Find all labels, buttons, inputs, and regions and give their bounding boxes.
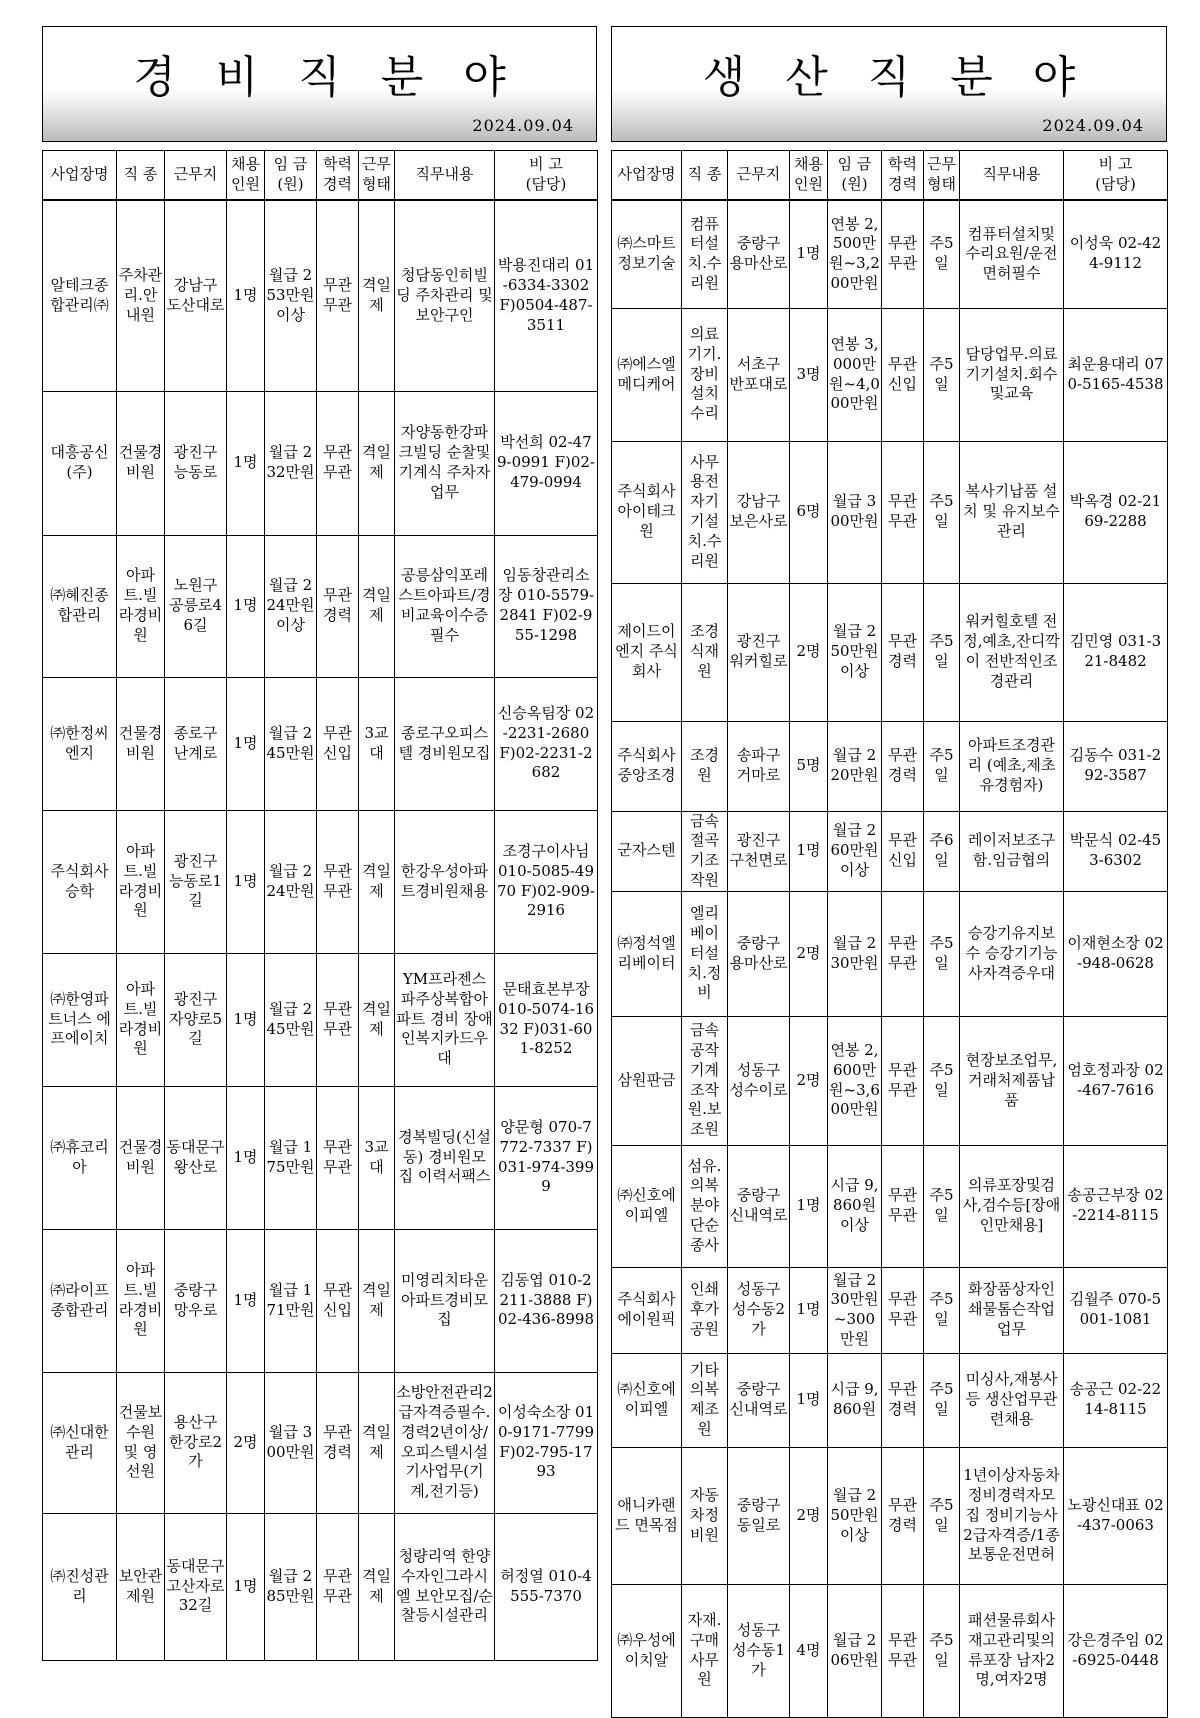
- work-location: 중랑구 신내역로: [728, 1145, 790, 1267]
- education-experience: 무관 경력: [882, 721, 924, 811]
- table-row: [612, 891, 1168, 1016]
- company-name: 주식회사 승학: [43, 810, 117, 953]
- job-type: 아파트.빌라경비원: [117, 535, 165, 677]
- hire-count: 3명: [790, 308, 828, 441]
- company-name: 대흥공신(주): [43, 391, 117, 535]
- company-name: ㈜혜진종합관리: [43, 535, 117, 677]
- hire-count: 1명: [790, 1267, 828, 1353]
- table-row: [43, 1513, 598, 1660]
- table-row: [612, 1016, 1168, 1145]
- wage: 연봉 2,600만원~3,600만원: [828, 1016, 882, 1145]
- work-shift: 주5일: [924, 200, 960, 308]
- job-description: 레이저보조구함.임금협의: [960, 811, 1064, 891]
- job-description: 담당업무.의료기기설치.회수및교육: [960, 308, 1064, 441]
- wage: 월급 253만원이상: [265, 200, 317, 391]
- work-location: 송파구 거마로: [728, 721, 790, 811]
- hire-count: 4명: [790, 1584, 828, 1717]
- hire-count: 1명: [227, 391, 265, 535]
- company-name: ㈜휴코리아: [43, 1086, 117, 1229]
- contact-remarks: 박용진대리 01-6334-3302 F)0504-487-3511: [495, 200, 598, 391]
- table-row: [43, 1086, 598, 1229]
- job-description: 화장품상자인쇄물톰슨작업업무: [960, 1267, 1064, 1353]
- section-header: [611, 26, 1167, 142]
- job-description: 아파트조경관리 (예초,제초유경험자): [960, 721, 1064, 811]
- job-type: 건물경비원: [117, 1086, 165, 1229]
- job-type: 건물경비원: [117, 391, 165, 535]
- table-row: [43, 1372, 598, 1513]
- hire-count: 1명: [227, 953, 265, 1086]
- work-location: 성동구 성수동1가: [728, 1584, 790, 1717]
- company-name: ㈜신호에이피엘: [612, 1353, 682, 1447]
- company-name: 군자스텐: [612, 811, 682, 891]
- hire-count: 1명: [790, 200, 828, 308]
- education-experience: 무관 무관: [317, 200, 359, 391]
- work-location: 중랑구 용마산로: [728, 200, 790, 308]
- education-experience: 무관 무관: [882, 1145, 924, 1267]
- contact-remarks: 김민영 031-321-8482: [1064, 583, 1168, 721]
- job-description: 패션물류회사 재고관리및의류포장 남자2명,여자2명: [960, 1584, 1064, 1717]
- education-experience: 무관 경력: [882, 583, 924, 721]
- contact-remarks: 노광신대표 02-437-0063: [1064, 1447, 1168, 1584]
- wage: 월급 230만원: [828, 891, 882, 1016]
- column-header-contact-remarks: 비 고 (담당): [495, 151, 598, 201]
- wage: 연봉 3,000만원~4,000만원: [828, 308, 882, 441]
- job-description: 종로구오피스텔 경비원모집: [395, 677, 495, 810]
- work-location: 용산구 한강로2가: [165, 1372, 227, 1513]
- job-type: 자재.구매사무원: [682, 1584, 728, 1717]
- header-row: [43, 151, 598, 201]
- education-experience: 무관 무관: [882, 891, 924, 1016]
- table-row: [43, 810, 598, 953]
- education-experience: 무관 경력: [882, 1353, 924, 1447]
- job-type: 금속절곡기조작원: [682, 811, 728, 891]
- work-shift: 주5일: [924, 1267, 960, 1353]
- education-experience: 무관 신입: [317, 677, 359, 810]
- section-header: [42, 26, 597, 142]
- job-description: 소방안전관리2급자격증필수.경력2년이상/오피스텔시설기사업무(기계,전기등): [395, 1372, 495, 1513]
- work-location: 강남구 도산대로: [165, 200, 227, 391]
- job-table: [611, 150, 1168, 1718]
- wage: 월급 232만원: [265, 391, 317, 535]
- contact-remarks: 김동수 031-292-3587: [1064, 721, 1168, 811]
- company-name: ㈜에스엘메디케어: [612, 308, 682, 441]
- column-header-hire-count: 채용 인원: [790, 151, 828, 201]
- job-description: 한강우성아파트경비원채용: [395, 810, 495, 953]
- education-experience: 무관 경력: [317, 1372, 359, 1513]
- job-type: 의료기기.장비설치수리: [682, 308, 728, 441]
- table-row: [612, 1584, 1168, 1717]
- contact-remarks: 엄호정과장 02-467-7616: [1064, 1016, 1168, 1145]
- work-shift: 격일제: [359, 953, 395, 1086]
- job-type: 조경원: [682, 721, 728, 811]
- column-header-company-name: 사업장명: [612, 151, 682, 201]
- work-shift: 주5일: [924, 1584, 960, 1717]
- job-description: 미싱사,재봉사등 생산업무관련채용: [960, 1353, 1064, 1447]
- table-row: [612, 200, 1168, 308]
- job-description: YM프라젠스파주상복합아파트 경비 장애인복지카드우대: [395, 953, 495, 1086]
- contact-remarks: 이재현소장 02-948-0628: [1064, 891, 1168, 1016]
- section-title: 경비직분야: [133, 52, 546, 103]
- job-type: 보안관제원: [117, 1513, 165, 1660]
- company-name: ㈜우성에이치알: [612, 1584, 682, 1717]
- job-description: 현장보조업무,거래처제품납품: [960, 1016, 1064, 1145]
- column-header-work-shift: 근무 형태: [359, 151, 395, 201]
- table-row: [43, 535, 598, 677]
- education-experience: 무관 무관: [317, 810, 359, 953]
- company-name: ㈜진성관리: [43, 1513, 117, 1660]
- wage: 월급 285만원: [265, 1513, 317, 1660]
- hire-count: 5명: [790, 721, 828, 811]
- table-row: [612, 811, 1168, 891]
- hire-count: 1명: [227, 200, 265, 391]
- job-description: 자양동한강파크빌딩 순찰및기계식 주차자업무: [395, 391, 495, 535]
- section-date: 2024.09.04: [1042, 116, 1144, 135]
- work-location: 동대문구 왕산로: [165, 1086, 227, 1229]
- job-description: 승강기유지보수 승강기기능사자격증우대: [960, 891, 1064, 1016]
- contact-remarks: 허정열 010-4555-7370: [495, 1513, 598, 1660]
- contact-remarks: 박문식 02-453-6302: [1064, 811, 1168, 891]
- table-row: [612, 583, 1168, 721]
- company-name: ㈜한영파트너스 에프에이치: [43, 953, 117, 1086]
- contact-remarks: 박옥경 02-2169-2288: [1064, 441, 1168, 583]
- work-shift: 격일제: [359, 810, 395, 953]
- table-row: [612, 308, 1168, 441]
- table-row: [43, 391, 598, 535]
- company-name: 주식회사 중앙조경: [612, 721, 682, 811]
- work-location: 광진구 자양로5길: [165, 953, 227, 1086]
- contact-remarks: 송공근부장 02-2214-8115: [1064, 1145, 1168, 1267]
- column-header-work-shift: 근무 형태: [924, 151, 960, 201]
- education-experience: 무관 경력: [882, 1447, 924, 1584]
- work-location: 광진구 능동로1길: [165, 810, 227, 953]
- work-shift: 주5일: [924, 583, 960, 721]
- contact-remarks: 이성욱 02-424-9112: [1064, 200, 1168, 308]
- job-description: 의류포장및검사,검수등[장애인만채용]: [960, 1145, 1064, 1267]
- job-type: 건물경비원: [117, 677, 165, 810]
- work-location: 광진구 구천면로: [728, 811, 790, 891]
- job-type: 사무용전자기기설치.수리원: [682, 441, 728, 583]
- work-shift: 격일제: [359, 1372, 395, 1513]
- work-location: 중랑구 용마산로: [728, 891, 790, 1016]
- job-type: 아파트.빌라경비원: [117, 810, 165, 953]
- hire-count: 1명: [227, 677, 265, 810]
- section-title: 생산직분야: [702, 52, 1116, 103]
- contact-remarks: 김월주 070-5001-1081: [1064, 1267, 1168, 1353]
- education-experience: 무관 무관: [317, 953, 359, 1086]
- job-type: 엘리베이터설치.정비: [682, 891, 728, 1016]
- contact-remarks: 양문형 070-7772-7337 F)031-974-3999: [495, 1086, 598, 1229]
- hire-count: 1명: [790, 811, 828, 891]
- production-section: [611, 26, 1167, 1689]
- education-experience: 무관 무관: [317, 391, 359, 535]
- work-shift: 격일제: [359, 391, 395, 535]
- column-header-job-type: 직 종: [682, 151, 728, 201]
- job-description: 컴퓨터설치및수리요원/운전면허필수: [960, 200, 1064, 308]
- education-experience: 무관 무관: [882, 441, 924, 583]
- hire-count: 2명: [790, 1447, 828, 1584]
- work-shift: 주5일: [924, 1145, 960, 1267]
- guard-section: [42, 26, 597, 1625]
- work-shift: 격일제: [359, 200, 395, 391]
- company-name: ㈜스마트정보기술: [612, 200, 682, 308]
- work-location: 서초구 반포대로: [728, 308, 790, 441]
- wage: 월급 250만원이상: [828, 583, 882, 721]
- job-description: 경복빌딩(신설동) 경비원모집 이력서팩스: [395, 1086, 495, 1229]
- job-type: 아파트.빌라경비원: [117, 953, 165, 1086]
- wage: 월급 300만원: [265, 1372, 317, 1513]
- hire-count: 2명: [790, 583, 828, 721]
- education-experience: 무관 무관: [882, 1584, 924, 1717]
- column-header-work-location: 근무지: [165, 151, 227, 201]
- work-shift: 격일제: [359, 535, 395, 677]
- education-experience: 무관 신입: [882, 811, 924, 891]
- work-location: 성동구 성수이로: [728, 1016, 790, 1145]
- education-experience: 무관 신입: [882, 308, 924, 441]
- company-name: 제이드이엔지 주식회사: [612, 583, 682, 721]
- table-row: [612, 1353, 1168, 1447]
- work-location: 중랑구 신내역로: [728, 1353, 790, 1447]
- contact-remarks: 최운용대리 070-5165-4538: [1064, 308, 1168, 441]
- company-name: 삼원판금: [612, 1016, 682, 1145]
- contact-remarks: 임동창관리소장 010-5579-2841 F)02-955-1298: [495, 535, 598, 677]
- work-location: 광진구 능동로: [165, 391, 227, 535]
- section-date: 2024.09.04: [472, 116, 574, 135]
- column-header-contact-remarks: 비 고 (담당): [1064, 151, 1168, 201]
- work-location: 강남구 보은사로: [728, 441, 790, 583]
- company-name: 주식회사 아이테크원: [612, 441, 682, 583]
- job-description: 1년이상자동차정비경력자모집 정비기능사2급자격증/1종보통운전면허: [960, 1447, 1064, 1584]
- wage: 월급 245만원: [265, 677, 317, 810]
- wage: 연봉 2,500만원~3,200만원: [828, 200, 882, 308]
- work-shift: 주5일: [924, 308, 960, 441]
- education-experience: 무관 무관: [882, 1267, 924, 1353]
- work-location: 노원구 공릉로46길: [165, 535, 227, 677]
- hire-count: 6명: [790, 441, 828, 583]
- wage: 월급 300만원: [828, 441, 882, 583]
- table-row: [612, 1145, 1168, 1267]
- work-shift: 주5일: [924, 721, 960, 811]
- job-description: 미영리치타운아파트경비모집: [395, 1229, 495, 1372]
- education-experience: 무관 경력: [317, 535, 359, 677]
- company-name: ㈜한정씨엔지: [43, 677, 117, 810]
- table-row: [43, 953, 598, 1086]
- contact-remarks: 박선희 02-479-0991 F)02-479-0994: [495, 391, 598, 535]
- company-name: ㈜라이프종합관리: [43, 1229, 117, 1372]
- job-description: 복사기납품 설치 및 유지보수관리: [960, 441, 1064, 583]
- work-shift: 주5일: [924, 1016, 960, 1145]
- wage: 월급 245만원: [265, 953, 317, 1086]
- work-location: 중랑구 망우로: [165, 1229, 227, 1372]
- wage: 월급 224만원이상: [265, 535, 317, 677]
- table-row: [612, 1447, 1168, 1584]
- column-header-wage: 임 금 (원): [265, 151, 317, 201]
- table-row: [612, 721, 1168, 811]
- wage: 월급 250만원이상: [828, 1447, 882, 1584]
- column-header-hire-count: 채용 인원: [227, 151, 265, 201]
- column-header-education-experience: 학력 경력: [317, 151, 359, 201]
- company-name: 알테크종합관리㈜: [43, 200, 117, 391]
- table-row: [43, 200, 598, 391]
- job-description: 청량리역 한양수자인그라시엘 보안모집/순찰등시설관리: [395, 1513, 495, 1660]
- work-shift: 3교대: [359, 1086, 395, 1229]
- work-shift: 주5일: [924, 891, 960, 1016]
- job-type: 조경식재원: [682, 583, 728, 721]
- hire-count: 1명: [790, 1353, 828, 1447]
- column-header-job-description: 직무내용: [395, 151, 495, 201]
- column-header-job-type: 직 종: [117, 151, 165, 201]
- contact-remarks: 문태효본부장 010-5074-1632 F)031-601-8252: [495, 953, 598, 1086]
- hire-count: 1명: [227, 535, 265, 677]
- wage: 월급 206만원: [828, 1584, 882, 1717]
- job-type: 아파트.빌라경비원: [117, 1229, 165, 1372]
- column-header-company-name: 사업장명: [43, 151, 117, 201]
- company-name: 주식회사 에이원픽: [612, 1267, 682, 1353]
- company-name: ㈜정석엘리베이터: [612, 891, 682, 1016]
- job-description: 청담동인히빌딩 주차관리 및 보안구인: [395, 200, 495, 391]
- work-shift: 주5일: [924, 441, 960, 583]
- column-header-education-experience: 학력 경력: [882, 151, 924, 201]
- education-experience: 무관 무관: [882, 1016, 924, 1145]
- work-location: 동대문구 고산자로32길: [165, 1513, 227, 1660]
- table-row: [612, 1267, 1168, 1353]
- job-table: [42, 150, 598, 1661]
- job-description: 공릉삼익포레스트아파트/경비교육이수증 필수: [395, 535, 495, 677]
- column-header-job-description: 직무내용: [960, 151, 1064, 201]
- wage: 시급 9,860원이상: [828, 1145, 882, 1267]
- contact-remarks: 조경구이사님 010-5085-4970 F)02-909-2916: [495, 810, 598, 953]
- contact-remarks: 신승옥팀장 02-2231-2680 F)02-2231-2682: [495, 677, 598, 810]
- company-name: ㈜신호에이피엘: [612, 1145, 682, 1267]
- contact-remarks: 강은경주임 02-6925-0448: [1064, 1584, 1168, 1717]
- job-type: 자동차정비원: [682, 1447, 728, 1584]
- table-row: [43, 677, 598, 810]
- hire-count: 2명: [790, 1016, 828, 1145]
- hire-count: 1명: [227, 1229, 265, 1372]
- job-type: 금속공작기계조작원.보조원: [682, 1016, 728, 1145]
- education-experience: 무관 신입: [317, 1229, 359, 1372]
- education-experience: 무관 무관: [317, 1086, 359, 1229]
- contact-remarks: 이성숙소장 010-9171-7799 F)02-795-1793: [495, 1372, 598, 1513]
- hire-count: 2명: [790, 891, 828, 1016]
- company-name: 애니카랜드 면목점: [612, 1447, 682, 1584]
- education-experience: 무관 무관: [317, 1513, 359, 1660]
- wage: 월급 260만원이상: [828, 811, 882, 891]
- wage: 월급 224만원: [265, 810, 317, 953]
- work-shift: 주5일: [924, 1447, 960, 1584]
- work-location: 중랑구 동일로: [728, 1447, 790, 1584]
- hire-count: 2명: [227, 1372, 265, 1513]
- work-location: 광진구 워커힐로: [728, 583, 790, 721]
- job-type: 인쇄후가공원: [682, 1267, 728, 1353]
- education-experience: 무관 무관: [882, 200, 924, 308]
- wage: 월급 175만원: [265, 1086, 317, 1229]
- hire-count: 1명: [790, 1145, 828, 1267]
- wage: 월급 230만원~300만원: [828, 1267, 882, 1353]
- column-header-work-location: 근무지: [728, 151, 790, 201]
- work-shift: 격일제: [359, 1513, 395, 1660]
- hire-count: 1명: [227, 1086, 265, 1229]
- column-header-wage: 임 금 (원): [828, 151, 882, 201]
- contact-remarks: 김동엽 010-2211-3888 F)02-436-8998: [495, 1229, 598, 1372]
- work-location: 종로구 난계로: [165, 677, 227, 810]
- job-type: 섬유.의복분야단순종사: [682, 1145, 728, 1267]
- hire-count: 1명: [227, 810, 265, 953]
- wage: 시급 9,860원: [828, 1353, 882, 1447]
- work-location: 성동구 성수동2가: [728, 1267, 790, 1353]
- company-name: ㈜신대한관리: [43, 1372, 117, 1513]
- job-type: 기타의복제조원: [682, 1353, 728, 1447]
- work-shift: 3교대: [359, 677, 395, 810]
- work-shift: 격일제: [359, 1229, 395, 1372]
- job-type: 주차관리.안내원: [117, 200, 165, 391]
- contact-remarks: 송공근 02-2214-8115: [1064, 1353, 1168, 1447]
- job-type: 건물보수원 및 영선원: [117, 1372, 165, 1513]
- job-type: 컴퓨터설치.수리원: [682, 200, 728, 308]
- hire-count: 1명: [227, 1513, 265, 1660]
- job-description: 워커힐호텔 전정,예초,잔디깍이 전반적인조경관리: [960, 583, 1064, 721]
- table-row: [43, 1229, 598, 1372]
- work-shift: 주5일: [924, 1353, 960, 1447]
- table-row: [612, 441, 1168, 583]
- wage: 월급 171만원: [265, 1229, 317, 1372]
- header-row: [612, 151, 1168, 201]
- work-shift: 주6일: [924, 811, 960, 891]
- wage: 월급 220만원: [828, 721, 882, 811]
